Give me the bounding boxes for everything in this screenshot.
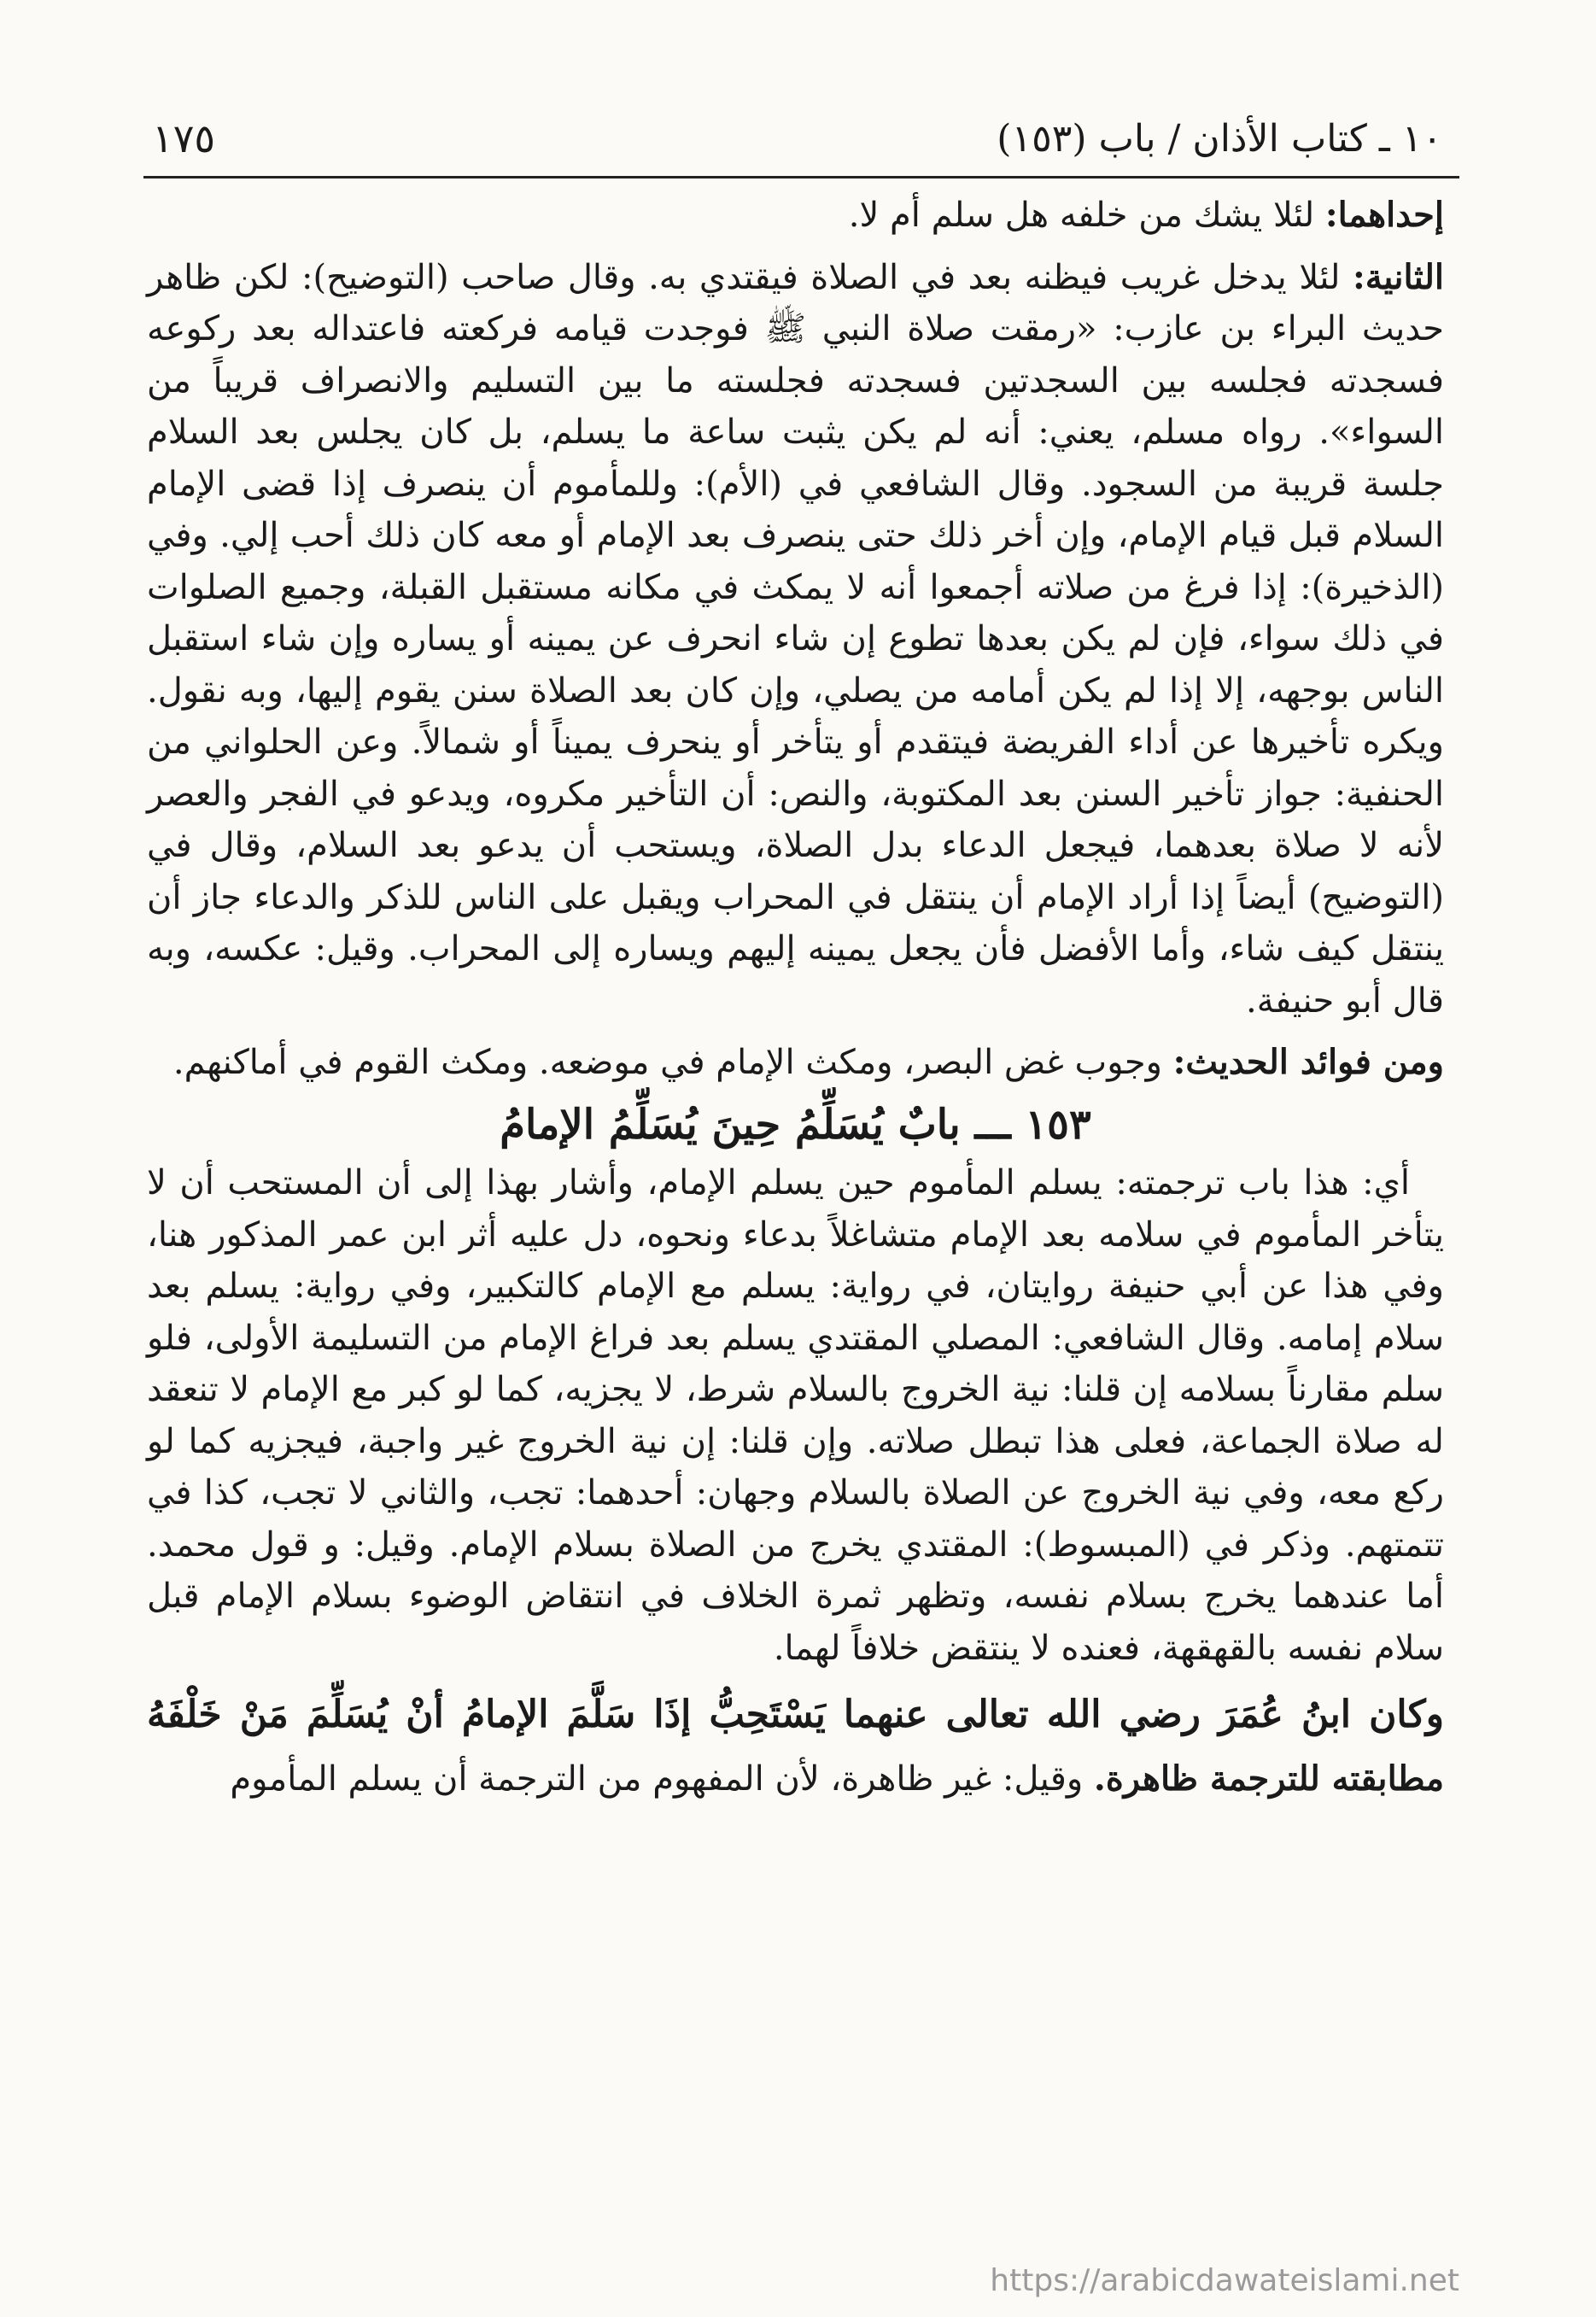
running-title: ١٠ ـ كتاب الأذان / باب (١٥٣) (997, 116, 1442, 161)
paragraph-lead: ومن فوائد الحديث: (1172, 1042, 1444, 1082)
page-number: ١٧٥ (152, 115, 216, 161)
paragraph-last (147, 1753, 1444, 1805)
paragraph-text: لئلا يشك من خلفه هل سلم أم لا. (848, 196, 1325, 235)
watermark-url: https://arabicdawateislami.net (990, 2263, 1459, 2298)
paragraph-text: وقيل: غير ظاهرة، لأن المفهوم من الترجمة أن يسلم المأموم (230, 1758, 1094, 1799)
paragraph-lead: الثانية: (1353, 256, 1445, 297)
paragraph-lead: إحداهما: (1324, 195, 1444, 235)
hadith-text: وكان ابنُ عُمَرَ رضي الله تعالى عنهما يَسْتَحِبُّ إذَا سَلَّمَ الإمامُ أنْ يُسَلِّمَ مَنْ خَلْفَهُ (147, 1693, 1444, 1736)
paragraph-text: لئلا يدخل غريب فيظنه بعد في الصلاة فيقتدي به. وقال صاحب (التوضيح): لكن ظاهر حديث البراء بن عازب: «رمقت صلاة النبي ﷺ فوجدت قيامه فركعته فاعتداله بعد ركوعه فسجدته فجلسه بين السجدتين فسجدته فجلسته ما بين التسليم والانصراف قريباً من السواء». رواه مسلم، يعني: أنه لم يكن يثبت ساعة ما يسلم، بل كان يجلس بعد السلام جلسة قريبة من السجود. وقال الشافعي في (الأم): وللمأموم أن ينصرف إذا قضى الإمام السلام قبل قيام الإمام، وإن أخر ذلك حتى ينصرف بعد الإمام أو معه كان ذلك أحب إلي. وفي (الذخيرة): إذا فرغ من صلاته أجمعوا أنه لا يمكث في مكانه مستقبل القبلة، وجميع الصلوات في ذلك سواء، فإن لم يكن بعدها تطوع إن شاء انحرف عن يمينه أو يساره وإن شاء استقبل الناس بوجهه، إلا إذا لم يكن أمامه من يصلي، وإن كان بعد الصلاة سنن يقوم إليها، وبه نقول. ويكره تأخيرها عن أداء الفريضة فيتقدم أو يتأخر أو ينحرف يميناً أو شمالاً. وعن الحلواني من الحنفية: جواز تأخير السنن بعد المكتوبة، والنص: أن التأخير مكروه، ويدعو في الفجر والعصر لأنه لا صلاة بعدهما، فيجعل الدعاء بدل الصلاة، ويستحب أن يدعو بعد السلام، وقال في (التوضيح) أيضاً إذا أراد الإمام أن ينتقل في المحراب ويقبل على الناس للذكر والدعاء جاز أن ينتقل كيف شاء، وأما الأفضل فأن يجعل يمينه إليهم ويساره إلى المحراب. وقيل: عكسه، وبه قال أبو حنيفة. (147, 257, 1445, 1021)
page-header (143, 101, 1459, 178)
paragraph-text: وجوب غض البصر، ومكث الإمام في موضعه. ومكث القوم في أماكنهم. (172, 1043, 1173, 1082)
paragraph-lead: مطابقته للترجمة ظاهرة. (1093, 1758, 1444, 1799)
chapter-heading: ١٥٣ ـــ بابٌ يُسَلِّمُ حِينَ يُسَلِّمُ الإمامُ (500, 1100, 1091, 1149)
paragraph-second (147, 252, 1444, 1027)
chapter-commentary: أي: هذا باب ترجمته: يسلم المأموم حين يسلم الإمام، وأشار بهذا إلى أن المستحب أن لا يتأخر المأموم في سلامه بعد الإمام متشاغلاً بدعاء ونحوه، دل عليه أثر ابن عمر المذكور هنا، وفي هذا عن أبي حنيفة روايتان، في رواية: يسلم مع الإمام كالتكبير، وفي رواية: يسلم بعد سلام إمامه. وقال الشافعي: المصلي المقتدي يسلم بعد فراغ الإمام من التسليمة الأولى، فلو سلم مقارناً بسلامه إن قلنا: نية الخروج بالسلام شرط، لا يجزيه، كما لو كبر مع الإمام لا تنعقد له صلاة الجماعة، فعلى هذا تبطل صلاته. وإن قلنا: إن نية الخروج غير واجبة، فيجزيه كما لو ركع معه، وفي نية الخروج عن الصلاة بالسلام وجهان: أحدهما: تجب، والثاني لا تجب، كذا في تتمتهم. وذكر في (المبسوط): المقتدي يخرج من الصلاة بسلام الإمام. وقيل: و قول محمد. أما عندهما يخرج بسلام نفسه، وتظهر ثمرة الخلاف في انتقاض الوضوء بسلام الإمام قبل سلام نفسه بالقهقهة، فعنده لا ينتقض خلافاً لهما. (147, 1163, 1444, 1668)
paragraph-benefits (147, 1037, 1444, 1089)
page-body (147, 190, 1444, 2189)
paragraph-first (147, 190, 1444, 242)
